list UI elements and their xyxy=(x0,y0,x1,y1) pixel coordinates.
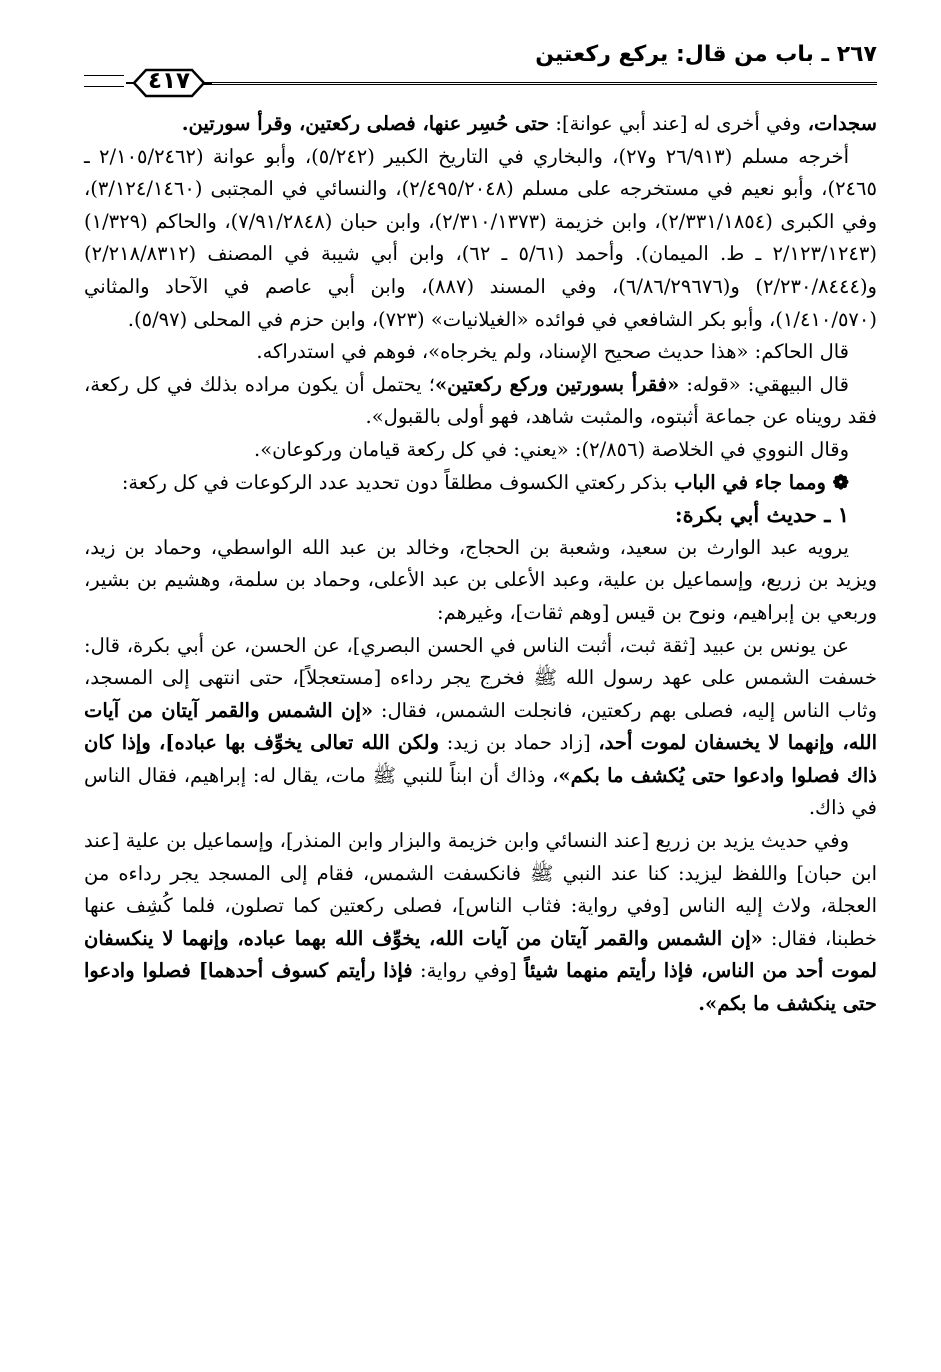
text-span: ؛ يحتمل أن يكون مراده بذلك في كل ركعة، فقد رويناه عن جماعة أثبتوه، والمثبت شاهد، فهو أولى بالقبول». xyxy=(84,372,877,429)
paragraph xyxy=(84,369,877,434)
header-rule-left xyxy=(84,75,124,87)
body-text xyxy=(84,108,877,1021)
running-head: ٢٦٧ ـ باب من قال: يركع ركعتين xyxy=(535,42,877,67)
paragraph xyxy=(84,108,877,141)
page-header xyxy=(84,30,877,100)
page-number: ٤١٧ xyxy=(147,68,191,94)
bold-text: «إن الشمس والقمر آيتان من آيات الله، وإنهما لا يخسفان لموت أحد، xyxy=(84,698,877,755)
text-span: وقال النووي في الخلاصة (٢/٨٥٦): «يعني: في كل ركعة قيامان وركوعان». xyxy=(254,437,849,461)
bold-text: ❁ ومما جاء في الباب xyxy=(667,470,849,494)
bold-text: «إن الشمس والقمر آيتان من آيات الله، يخوِّف الله بهما عباده، وإنهما لا ينكسفان لموت أحد من الناس، فإذا رأيتم منهما شيئاً xyxy=(84,926,877,983)
text-span: ، وذاك أن ابناً للنبي ﷺ مات، يقال له: إبراهيم، فقال الناس في ذاك. xyxy=(84,763,877,820)
text-span: وفي حديث يزيد بن زريع [عند النسائي وابن خزيمة والبزار وابن المنذر]، وإسماعيل بن علية [عند ابن حبان] واللفظ ليزيد: كنا عند النبي ﷺ فانكسفت الشمس، فقام إلى المسجد يجر رداءه من العجلة، ولاث إليه الناس [وفي رواية: فثاب الناس]، فصلى ركعتين كما تصلون، فلما كُشِف عنها خطبنا، فقال: xyxy=(84,829,877,950)
paragraph xyxy=(84,467,877,500)
bold-text: فإذا رأيتم كسوف أحدهما] فصلوا وادعوا حتى ينكشف ما بكم». xyxy=(84,959,877,1016)
text-span: قال الحاكم: «هذا حديث صحيح الإسناد، ولم يخرجاه»، فوهم في استدراكه. xyxy=(256,340,849,364)
paragraph xyxy=(84,825,877,1021)
text-span: يرويه عبد الوارث بن سعيد، وشعبة بن الحجاج، وخالد بن عبد الله الواسطي، وحماد بن زيد، ويزيد بن زريع، وإسماعيل بن علية، وعبد الأعلى بن عبد الأعلى، وحماد بن سلمة، وهشيم بن بشير، وربعي بن إبراهيم، ونوح بن قيس [وهم ثقات]، وغيرهم: xyxy=(84,535,877,624)
text-span: قال البيهقي: «قوله: xyxy=(679,372,849,396)
header-rule xyxy=(204,82,877,85)
bold-text: ولكن الله تعالى يخوِّف بها عباده]، وإذا كان ذاك فصلوا وادعوا حتى يُكشف ما بكم» xyxy=(84,731,877,787)
paragraph xyxy=(84,630,877,826)
paragraph xyxy=(84,141,877,337)
paragraph xyxy=(84,434,877,467)
bold-text: ١ ـ حديث أبي بكرة: xyxy=(674,502,849,528)
bold-text: «فقرأ بسورتين وركع ركعتين» xyxy=(434,372,680,396)
paragraph xyxy=(84,336,877,369)
page-number-badge xyxy=(124,66,214,100)
text-span: عن يونس بن عبيد [ثقة ثبت، أثبت الناس في الحسن البصري]، عن الحسن، عن أبي بكرة، قال: خسفت الشمس على عهد رسول الله ﷺ فخرج يجر رداءه [مستعجلاً]، حتى انتهى إلى المسجد، وثاب الناس إليه، فصلى بهم ركعتين، فانجلت الشمس، فقال: xyxy=(84,633,878,722)
text-span: وفي أخرى له [عند أبي عوانة]: xyxy=(549,112,801,135)
section-title xyxy=(84,499,877,532)
text-span: [وفي رواية: xyxy=(412,959,525,983)
text-span: أخرجه مسلم (٢٦/٩١٣ و٢٧)، والبخاري في التاريخ الكبير (٥/٢٤٢)، وأبو عوانة (٢/١٠٥/٢٤٦٢ ـ ٢٤٦٥)، وأبو نعيم في مستخرجه على مسلم (٢/٤٩٥/٢٠٤٨)، والنسائي في المجتبى (٣/١٢٤/١٤٦٠)، وفي الكبرى (٢/٣٣١/١٨٥٤)، وابن خزيمة (٢/٣١٠/١٣٧٣)، وابن حبان (٧/٩١/٢٨٤٨)، والحاكم (١/٣٢٩) (٢/١٢٣/١٢٤٣ ـ ط. الميمان). وأحمد (٥/٦١ ـ ٦٢)، وابن أبي شيبة في المصنف (٢/٢١٨/٨٣١٢) و(٢/٢٣٠/٨٤٤٤) و(٦/٨٦/٢٩٦٧٦)، وفي المسند (٨٨٧)، وابن أبي عاصم في الآحاد والمثاني (١/٤١٠/٥٧٠)، وأبو بكر الشافعي في فوائده «الغيلانيات» (٧٢٣)، وابن حزم في المحلى (٥/٩٧). xyxy=(84,144,877,331)
text-span: بذكر ركعتي الكسوف مطلقاً دون تحديد عدد الركوعات في كل ركعة: xyxy=(121,470,668,494)
text-span: [زاد حماد بن زيد: xyxy=(439,731,599,755)
paragraph xyxy=(84,532,877,630)
bold-text: حتى حُسِر عنها، فصلى ركعتين، وقرأ سورتين. xyxy=(181,112,550,135)
bold-text: سجدات، xyxy=(800,112,877,135)
